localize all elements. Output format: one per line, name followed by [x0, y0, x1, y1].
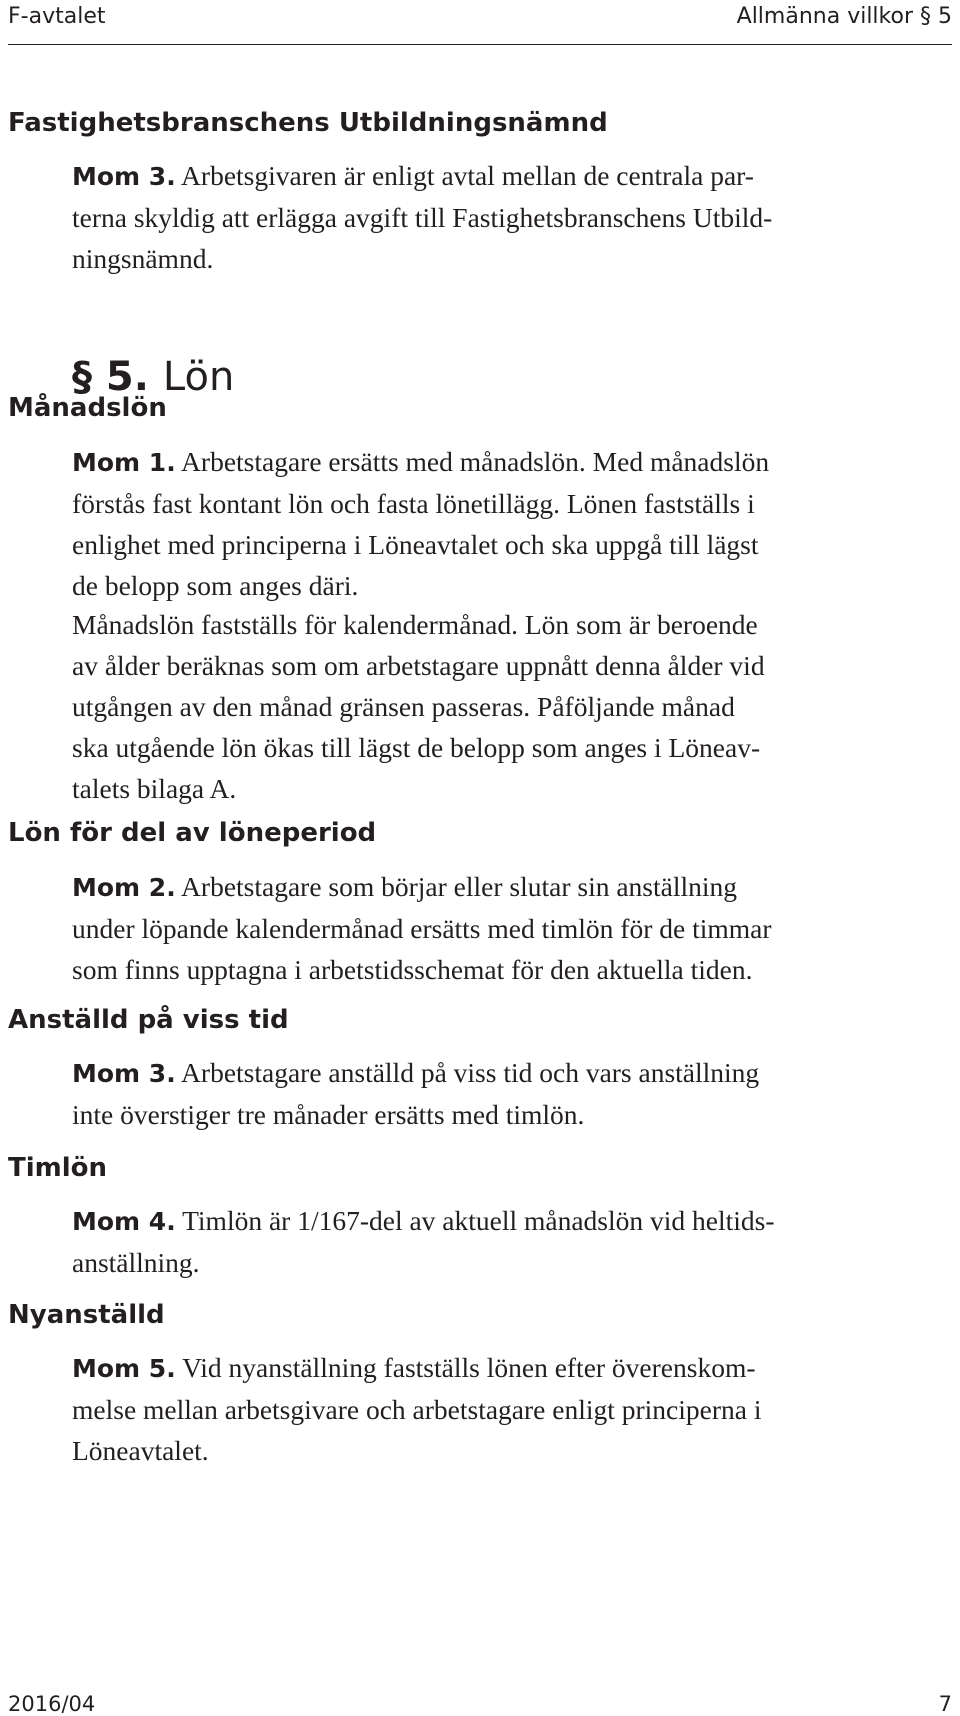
page-header — [8, 0, 952, 45]
paragraph-mom1-continued: Månadslön fastställs för kalendermånad. Lön som är beroende av ålder beräknas som om arbetstagare uppnått denna ålder vid utgången av den månad gränsen passeras. Påföljande månad ska utgående lön ökas till lägst de belopp som anges i Löneav- talets bilaga A. — [72, 609, 765, 804]
section-heading-nyanstalld: Nyanställd — [8, 1300, 165, 1330]
paragraph-mom5: Mom 5. Vid nyanställning fastställs lönen efter överenskom- melse mellan arbetsgivare och arbetstagare enligt principerna i Löneavtalet. — [72, 1352, 762, 1466]
mom-label: Mom 1. — [72, 448, 176, 477]
section-heading-utbildningsnamnd: Fastighetsbranschens Utbildningsnämnd — [8, 108, 608, 138]
footer-page-number: 7 — [938, 1692, 952, 1716]
mom-label: Mom 3. — [72, 162, 176, 191]
chapter-number: § 5. — [72, 354, 149, 400]
section-heading-timlon: Timlön — [8, 1153, 108, 1183]
section-heading-manadslon: Månadslön — [8, 393, 167, 423]
header-section-title: Allmänna villkor § 5 — [736, 4, 952, 29]
paragraph-mom3: Mom 3. Arbetstagare anställd på viss tid och vars anställning inte överstiger tre månader ersätts med timlön. — [72, 1057, 760, 1130]
mom-label: Mom 5. — [72, 1354, 176, 1383]
section-heading-lon-del-av-loneperiod: Lön för del av löneperiod — [8, 818, 377, 848]
section-heading-anstalld-viss-tid: Anställd på viss tid — [8, 1005, 289, 1035]
paragraph-mom2: Mom 2. Arbetstagare som börjar eller slutar sin anställning under löpande kalendermånad ersätts med timlön för de timmar som finns upptagna i arbetstidsschemat för den aktuella tiden. — [72, 871, 772, 985]
paragraph-mom4: Mom 4. Timlön är 1/167-del av aktuell månadslön vid heltids- anställning. — [72, 1205, 775, 1278]
chapter-name: Lön — [162, 354, 235, 400]
paragraph-mom1: Mom 1. Arbetstagare ersätts med månadslön. Med månadslön förstås fast kontant lön och fasta lönetillägg. Lönen fastställs i enlighet med principerna i Löneavtalet och ska uppgå till lägst de belopp som anges däri. — [72, 446, 770, 601]
footer-date: 2016/04 — [8, 1692, 96, 1716]
header-document-title: F-avtalet — [8, 4, 106, 29]
mom-label: Mom 3. — [72, 1059, 176, 1088]
mom-label: Mom 4. — [72, 1207, 176, 1236]
mom-label: Mom 2. — [72, 873, 176, 902]
paragraph-mom3-utbildningsnamnd: Mom 3. Arbetsgivaren är enligt avtal mellan de centrala par- terna skyldig att erlägga avgift till Fastighetsbranschens Utbild- ningsnämnd. — [72, 160, 773, 274]
